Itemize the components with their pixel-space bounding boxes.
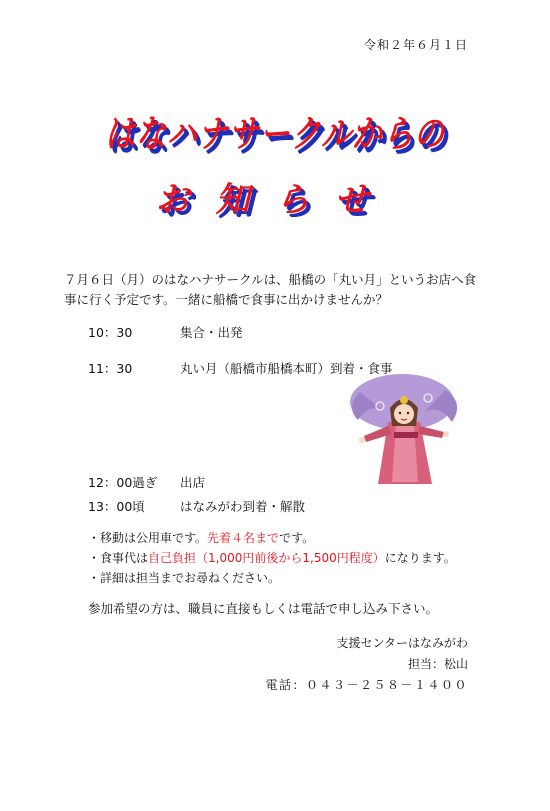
contact-phone: 電話：０４３－２５８－１４００ <box>265 678 468 692</box>
document-date: 令和２年６月１日 <box>363 38 468 52</box>
schedule-desc: 集合・出発 <box>180 325 243 340</box>
contact-person: 担当：松山 <box>407 657 468 671</box>
bullet-text: です。 <box>279 531 315 545</box>
bullet-highlight: 先着４名まで <box>207 531 280 545</box>
bullet-text: ・食事代は <box>88 551 149 565</box>
schedule-time: 10：30 <box>88 325 133 340</box>
title-line-2: お知らせ <box>155 180 395 220</box>
application-note: 参加希望の方は、職員に直接もしくは電話で申し込み下さい。 <box>88 601 439 616</box>
contact-block <box>265 633 468 696</box>
schedule-desc: 丸い月（船橋市船橋本町）到着・食事 <box>180 361 393 376</box>
intro-paragraph: ７月６日（月）のはなハナサークルは、船橋の「丸い月」というお店へ食事に行く予定です。一緒に船橋で食事に出かけませんか？ <box>64 272 477 307</box>
schedule-time: 13：00頃 <box>88 499 145 514</box>
bullet-item <box>88 548 456 568</box>
bullet-item <box>88 528 456 548</box>
bullet-item: ・詳細は担当までお尋ねください。 <box>88 571 281 585</box>
bullet-list <box>88 528 456 588</box>
schedule-row <box>88 473 205 491</box>
bullet-text: になります。 <box>384 551 456 565</box>
schedule-time: 12：00過ぎ <box>88 475 158 490</box>
schedule-desc: 出店 <box>180 475 206 490</box>
schedule-row <box>88 497 305 515</box>
bullet-text: ・移動は公用車です。 <box>88 531 208 545</box>
contact-org: 支援センターはなみがわ <box>336 636 468 650</box>
title-line-1: はなハナサークルからの <box>104 112 446 157</box>
schedule-time: 11：30 <box>88 361 133 376</box>
schedule-row <box>88 323 243 341</box>
schedule-desc: はなみがわ到着・解散 <box>180 499 306 514</box>
bullet-highlight: 自己負担（1,000円前後から1,500円程度） <box>148 551 385 565</box>
doll-illustration <box>340 362 470 492</box>
